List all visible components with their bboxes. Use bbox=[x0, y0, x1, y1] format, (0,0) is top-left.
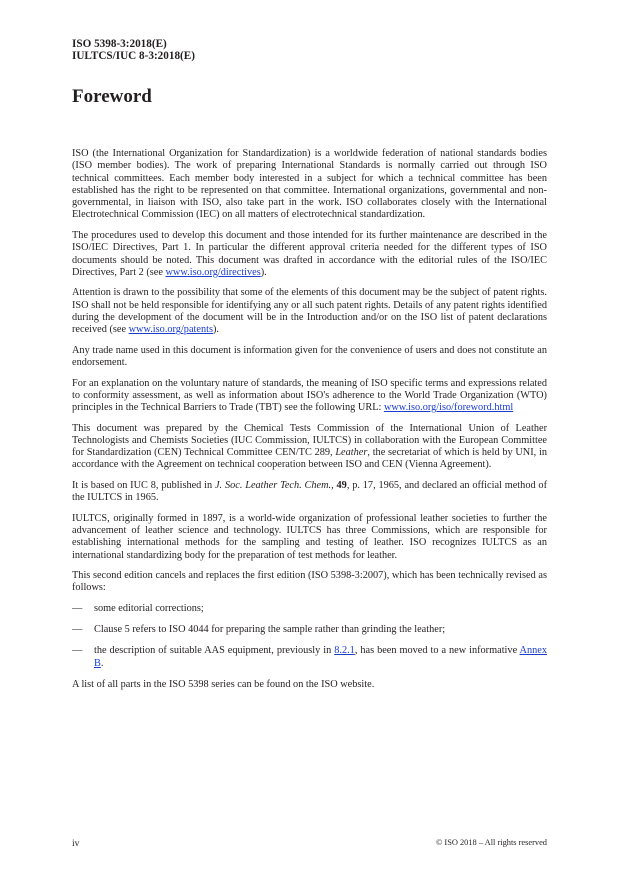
paragraph-iultcs: IULTCS, originally formed in 1897, is a world-wide organization of professional leather societies to further the advancement of leather science and technology. IULTCS has three Commissions, which are responsible for establishing international methods for the sampling and testing of leather. ISO recognizes IULTCS as an international standardizing body for the preparation of test methods for leather. bbox=[72, 512, 547, 561]
dash: — bbox=[72, 602, 83, 614]
text: This document was prepared by the Chemical Tests Commission of the International Union of Leather Technologists and Chemists Societies (IUC Commission, IULTCS) in collaboration with the European Committee for Standardization (CEN) Technical Committee CEN/TC 289, bbox=[72, 422, 547, 459]
paragraph-based-on bbox=[72, 480, 547, 505]
document-header bbox=[72, 38, 195, 62]
copyright: © ISO 2018 – All rights reserved bbox=[435, 838, 547, 847]
text: . bbox=[100, 657, 104, 669]
paragraph-patents bbox=[72, 287, 547, 336]
text: The procedures used to develop this document and those intended for its further maintenance are described in the ISO/IEC Directives, Part 1. In particular the different approval criteria needed for the different types of ISO documents should be noted. This document was drafted in accordance with the editorial rules of the ISO/IEC Directives, Part 2 (see bbox=[72, 229, 547, 278]
text: , the secretariat of which is held by UNI, in accordance with the Agreement on technical cooperation between ISO and CEN (Vienna Agreement). bbox=[72, 447, 547, 471]
page-title: Foreword bbox=[72, 86, 152, 107]
clause-8-2-1-link[interactable]: 8.2.1 bbox=[334, 645, 355, 657]
list-item-text bbox=[94, 645, 547, 670]
paragraph-trade-name: Any trade name used in this document is information given for the convenience of users and does not constitute an endorsement. bbox=[72, 344, 547, 369]
dash: — bbox=[72, 624, 83, 636]
paragraph-procedures bbox=[72, 230, 547, 279]
text: ). bbox=[260, 266, 267, 278]
list-item-text: some editorial corrections; bbox=[94, 602, 204, 614]
foreword-body bbox=[72, 148, 547, 700]
text: , has been moved to a new informative bbox=[354, 645, 520, 657]
paragraph-prepared-by bbox=[72, 423, 547, 472]
text: For an explanation on the voluntary nature of standards, the meaning of ISO specific terms and expressions related to conformity assessment, as well as information about ISO's adherence to the World Trade Organization (WTO) principles in the Technical Barriers to Trade (TBT) see the following URL: bbox=[72, 377, 547, 414]
text: It is based on IUC 8, published in bbox=[72, 479, 215, 491]
paragraph-second-edition: This second edition cancels and replaces the first edition (ISO 5398-3:2007), which has been technically revised as follows: bbox=[72, 570, 547, 594]
text: the description of suitable AAS equipment, previously in bbox=[94, 645, 335, 657]
list-item bbox=[72, 645, 547, 670]
annex-b-link[interactable]: Annex B bbox=[94, 645, 547, 669]
list-item-text: Clause 5 refers to ISO 4044 for preparing the sample rather than grinding the leather; bbox=[94, 624, 446, 636]
paragraph-voluntary bbox=[72, 378, 547, 415]
patents-link[interactable]: www.iso.org/patents bbox=[128, 324, 213, 336]
directives-link[interactable]: www.iso.org/directives bbox=[165, 266, 261, 278]
journal-name: J. Soc. Leather Tech. Chem., bbox=[214, 479, 334, 491]
paragraph-iso: ISO (the International Organization for Standardization) is a worldwide federation of national standards bodies (ISO member bodies). The work of preparing International Standards is normally carried out through ISO technical committees. Each member body interested in a subject for which a technical committee has been established has the right to be represented on that committee. International organizations, governmental and non-governmental, in liaison with ISO, also take part in the work. ISO collaborates closely with the International Electrotechnical Commission (IEC) on all matters of electrotechnical standardization. bbox=[72, 148, 547, 221]
dash: — bbox=[72, 645, 83, 657]
text: ). bbox=[212, 324, 219, 336]
italic-text: Leather bbox=[335, 447, 368, 459]
text: Attention is drawn to the possibility that some of the elements of this document may be the subject of patent rights. ISO shall not be held responsible for identifying any or all such patent rights. Details of any patent rights identified during the development of the document will be in the Introduction and/or on the ISO list of patent declarations received (see bbox=[72, 287, 547, 336]
list-item bbox=[72, 624, 547, 636]
page-number: iv bbox=[72, 838, 80, 849]
list-item bbox=[72, 603, 547, 615]
foreword-link[interactable]: www.iso.org/iso/foreword.html bbox=[383, 402, 514, 414]
paragraph-series: A list of all parts in the ISO 5398 series can be found on the ISO website. bbox=[72, 679, 375, 691]
document-number: ISO 5398-3:2018(E) bbox=[72, 38, 167, 50]
volume: 49 bbox=[336, 479, 347, 491]
text: , p. 17, 1965, and declared an official method of the IULTCS in 1965. bbox=[72, 479, 548, 504]
document-number-iultcs: IULTCS/IUC 8-3:2018(E) bbox=[72, 50, 195, 62]
